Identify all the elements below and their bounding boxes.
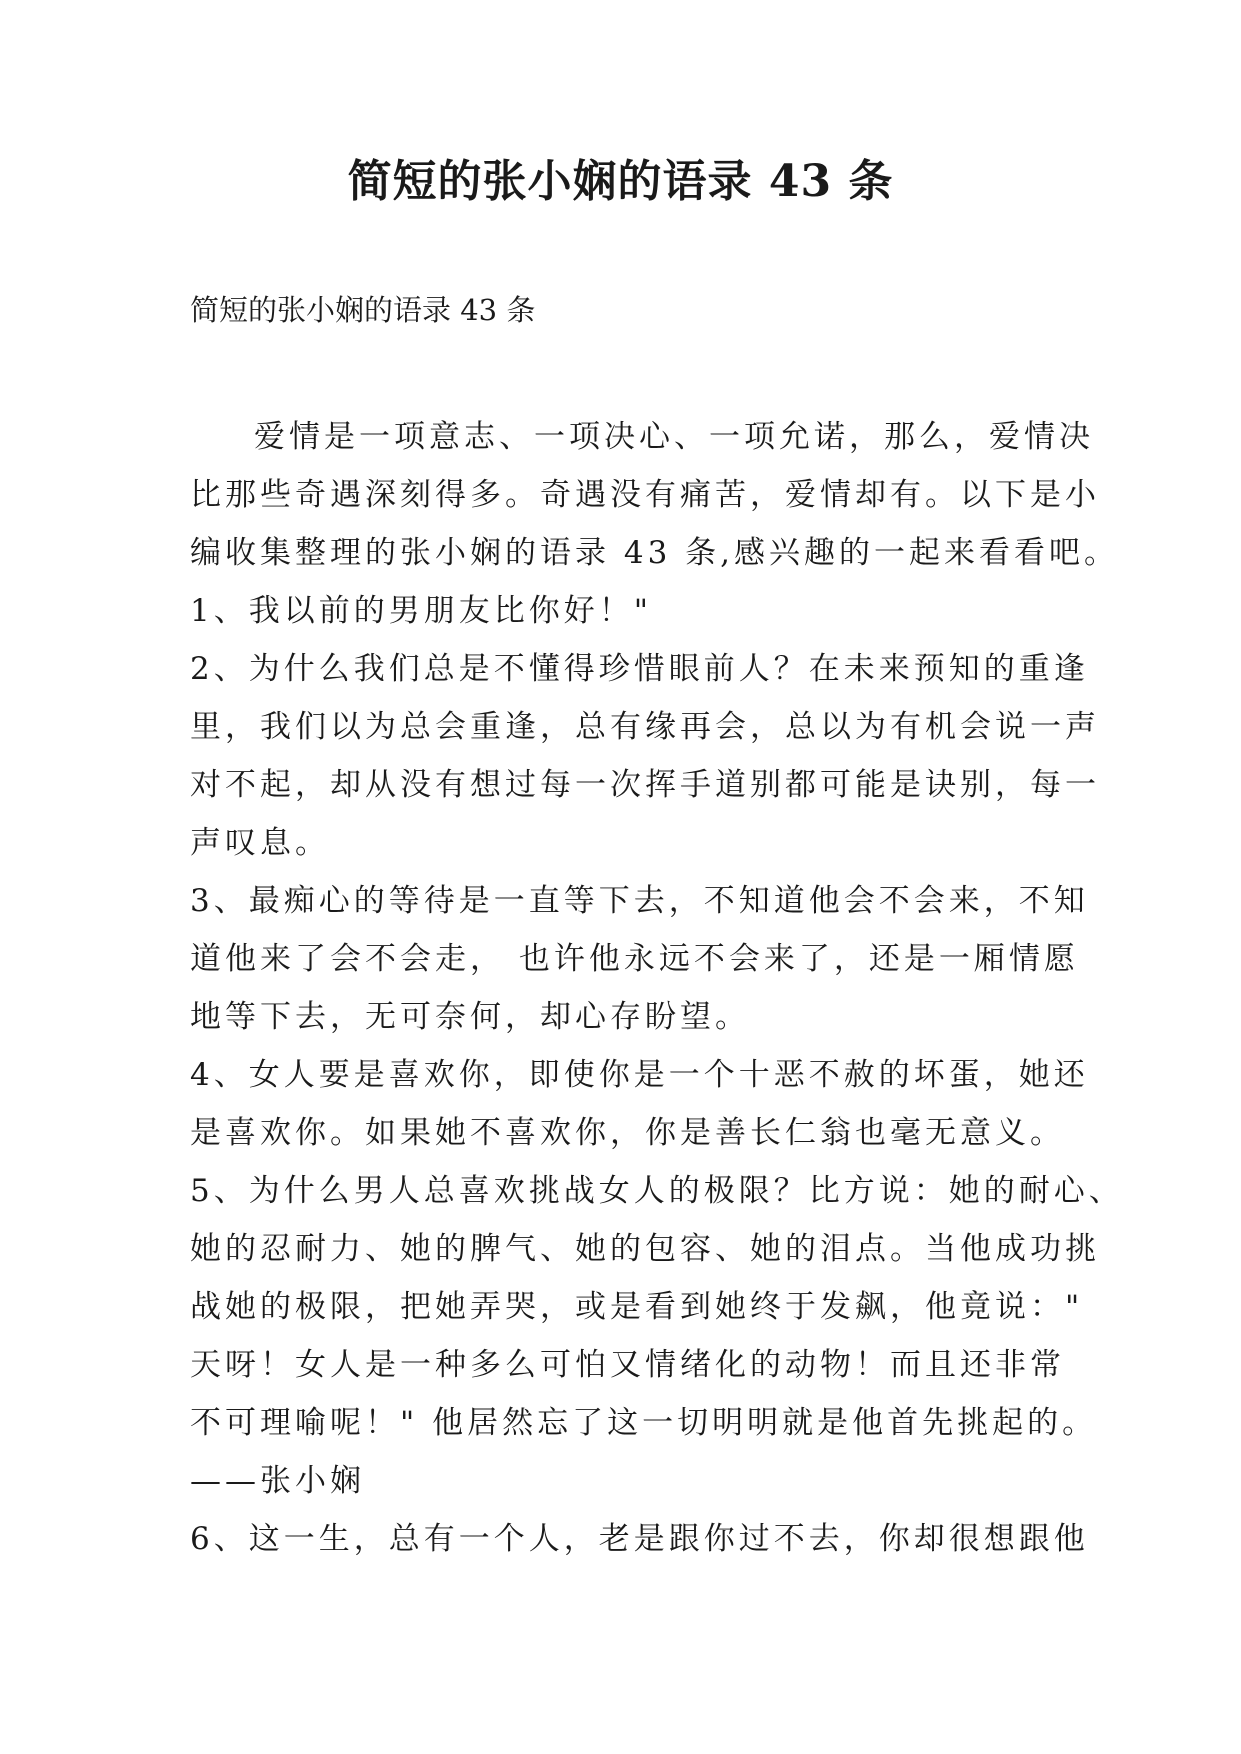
quote-line: 5、为什么男人总喜欢挑战女人的极限？比方说：她的耐心、 — [190, 1173, 1124, 1209]
quote-line: 2、为什么我们总是不懂得珍惜眼前人？在未来预知的重逢 — [190, 651, 1089, 687]
quote-line: 战她的极限，把她弄哭，或是看到她终于发飙，他竟说：" — [190, 1289, 1084, 1325]
quote-line: 4、女人要是喜欢你，即使你是一个十恶不赦的坏蛋，她还 — [190, 1057, 1089, 1093]
quote-line: 天呀！女人是一种多么可怕又情绪化的动物！而且还非常 — [190, 1347, 1065, 1383]
intro-line: 爱情是一项意志、一项决心、一项允诺，那么，爱情决 — [254, 419, 1094, 455]
quote-line: 里，我们以为总会重逢，总有缘再会，总以为有机会说一声 — [190, 709, 1100, 745]
intro-line: 编收集整理的张小娴的语录 43 条,感兴趣的一起来看看吧。 — [190, 535, 1120, 571]
document-subtitle: 简短的张小娴的语录 43 条 — [190, 293, 536, 327]
body-text — [190, 408, 1124, 1568]
quote-line: 不可理喻呢！" 他居然忘了这一切明明就是他首先挑起的。 — [190, 1405, 1098, 1441]
quote-line: 道他来了会不会走， 也许他永远不会来了，还是一厢情愿 — [190, 941, 1079, 977]
quote-line: 声叹息。 — [190, 825, 330, 861]
attribution-line: ——张小娴 — [190, 1463, 365, 1499]
quote-line: 地等下去，无可奈何，却心存盼望。 — [190, 999, 750, 1035]
quote-line: 6、这一生，总有一个人，老是跟你过不去，你却很想跟他 — [190, 1521, 1089, 1557]
quote-line: 对不起，却从没有想过每一次挥手道别都可能是诀别，每一 — [190, 767, 1100, 803]
intro-line: 比那些奇遇深刻得多。奇遇没有痛苦，爱情却有。以下是小 — [190, 477, 1100, 513]
quote-line: 1、我以前的男朋友比你好！" — [190, 593, 652, 629]
quote-line: 3、最痴心的等待是一直等下去，不知道他会不会来，不知 — [190, 883, 1089, 919]
quote-line: 是喜欢你。如果她不喜欢你，你是善长仁翁也毫无意义。 — [190, 1115, 1065, 1151]
document-title: 简短的张小娴的语录 43 条 — [347, 156, 894, 207]
quote-line: 她的忍耐力、她的脾气、她的包容、她的泪点。当他成功挑 — [190, 1231, 1100, 1267]
